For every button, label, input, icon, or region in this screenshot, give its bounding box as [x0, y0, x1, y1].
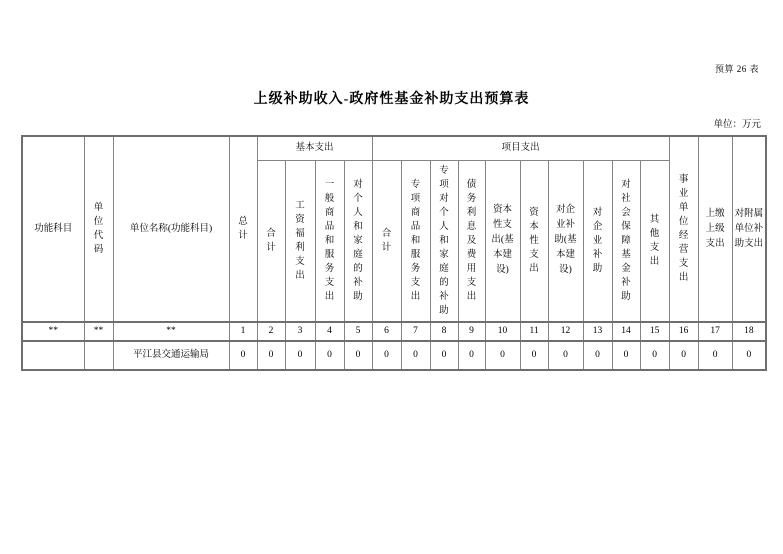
code-cell: **	[84, 322, 113, 341]
code-cell: 6	[372, 322, 401, 341]
data-cell: 0	[285, 341, 315, 370]
code-cell: 17	[698, 322, 732, 341]
data-cell: 0	[372, 341, 401, 370]
col-header-capital-expenditure-construction	[485, 160, 520, 322]
data-cell-functional-subject	[22, 341, 84, 370]
col-header-enterprise-subsidy-construction-label: 对企业补助(基本建设)	[554, 205, 577, 276]
data-cell: 0	[548, 341, 583, 370]
col-header-affiliated-subsidy	[732, 136, 766, 322]
col-header-basic-subtotal-label: 合计	[266, 228, 276, 253]
group-header-basic-expenditure	[257, 136, 372, 160]
table-row	[22, 341, 766, 370]
col-header-debt-interest-fees	[458, 160, 485, 322]
code-cell: 11	[520, 322, 548, 341]
col-header-business-operation	[669, 136, 698, 322]
col-header-unit-name	[113, 136, 229, 322]
code-cell: 14	[612, 322, 640, 341]
col-header-pay-to-superior-label: 上缴上级支出	[705, 208, 725, 249]
data-cell-unit-code	[84, 341, 113, 370]
col-header-grand-total-label: 总计	[238, 217, 248, 241]
data-cell-unit-name: 平江县交通运输局	[113, 341, 229, 370]
col-header-project-subtotal	[372, 160, 401, 322]
code-cell: 13	[583, 322, 612, 341]
col-header-general-goods-services-label: 一般商品和服务支出	[324, 179, 335, 302]
col-header-capital-expenditure-label: 资本性支出	[529, 207, 539, 274]
budget-table	[21, 135, 767, 371]
column-number-row	[22, 322, 766, 341]
data-cell: 0	[430, 341, 458, 370]
group-header-basic-expenditure-label: 基本支出	[295, 142, 334, 153]
page-title: 上级补助收入-政府性基金补助支出预算表	[253, 92, 530, 107]
col-header-project-subtotal-label: 合计	[381, 228, 392, 253]
col-header-unit-name-label: 单位名称(功能科目)	[129, 223, 213, 234]
data-cell: 0	[458, 341, 485, 370]
col-header-special-individual-family-subsidy	[430, 160, 458, 322]
col-header-basic-subtotal	[257, 160, 285, 322]
data-cell: 0	[732, 341, 766, 370]
data-cell: 0	[669, 341, 698, 370]
col-header-other-expenditure	[640, 160, 669, 322]
col-header-grand-total	[229, 136, 257, 322]
code-cell: 16	[669, 322, 698, 341]
code-cell: 3	[285, 322, 315, 341]
data-cell: 0	[315, 341, 344, 370]
col-header-enterprise-subsidy	[583, 160, 612, 322]
code-cell: 1	[229, 322, 257, 341]
data-cell: 0	[698, 341, 732, 370]
data-cell: 0	[583, 341, 612, 370]
code-cell: 18	[732, 322, 766, 341]
group-header-project-expenditure-label: 项目支出	[501, 142, 540, 153]
col-header-special-goods-services-label: 专项商品和服务支出	[410, 179, 421, 302]
col-header-enterprise-subsidy-label: 对企业补助	[592, 207, 603, 274]
data-cell: 0	[344, 341, 372, 370]
col-header-capital-expenditure	[520, 160, 548, 322]
code-cell: 10	[485, 322, 520, 341]
col-header-other-expenditure-label: 其他支出	[649, 214, 660, 267]
col-header-unit-code	[84, 136, 113, 322]
col-header-special-individual-family-subsidy-label: 专项对个人和家庭的补助	[439, 165, 449, 316]
data-cell: 0	[640, 341, 669, 370]
col-header-individual-family-subsidy	[344, 160, 372, 322]
code-cell: 15	[640, 322, 669, 341]
code-cell: 7	[401, 322, 430, 341]
data-cell: 0	[257, 341, 285, 370]
code-cell: 12	[548, 322, 583, 341]
code-cell: **	[113, 322, 229, 341]
data-cell: 0	[612, 341, 640, 370]
code-cell: 4	[315, 322, 344, 341]
col-header-enterprise-subsidy-construction	[548, 160, 583, 322]
header-row-groups	[22, 136, 766, 160]
col-header-social-security-fund-subsidy	[612, 160, 640, 322]
budget-table-number-label: 预算 26 表	[714, 64, 759, 74]
col-header-business-operation-label: 事业单位经营支出	[678, 175, 689, 283]
unit-note: 单位：万元	[713, 120, 761, 130]
col-header-social-security-fund-subsidy-label: 对社会保障基金补助	[621, 179, 631, 302]
data-cell: 0	[520, 341, 548, 370]
code-cell: 8	[430, 322, 458, 341]
col-header-functional-subject-label: 功能科目	[34, 223, 73, 234]
col-header-individual-family-subsidy-label: 对个人和家庭的补助	[353, 179, 363, 302]
col-header-wage-welfare-label: 工资福利支出	[295, 200, 305, 281]
data-cell: 0	[229, 341, 257, 370]
col-header-pay-to-superior	[698, 136, 732, 322]
code-cell: 9	[458, 322, 485, 341]
col-header-affiliated-subsidy-label: 对附属单位补助支出	[734, 208, 764, 249]
col-header-general-goods-services	[315, 160, 344, 322]
group-header-project-expenditure	[372, 136, 669, 160]
code-cell: 2	[257, 322, 285, 341]
data-cell: 0	[485, 341, 520, 370]
col-header-special-goods-services	[401, 160, 430, 322]
col-header-functional-subject	[22, 136, 84, 322]
col-header-wage-welfare	[285, 160, 315, 322]
data-cell: 0	[401, 341, 430, 370]
col-header-unit-code-label: 单位代码	[93, 203, 104, 255]
col-header-capital-expenditure-construction-label: 资本性支出(基本建设)	[491, 205, 514, 276]
code-cell: **	[22, 322, 84, 341]
code-cell: 5	[344, 322, 372, 341]
col-header-debt-interest-fees-label: 债务利息及费用支出	[466, 179, 477, 302]
